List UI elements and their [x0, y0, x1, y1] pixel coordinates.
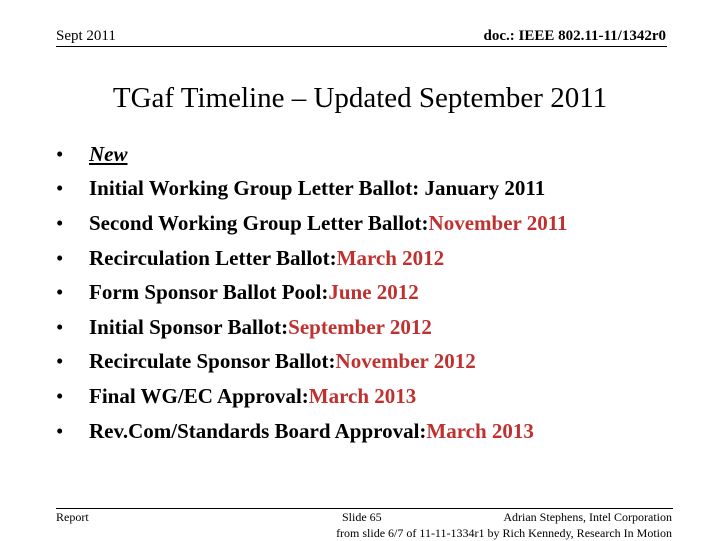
item-label: Second Working Group Letter Ballot: — [89, 210, 429, 235]
list-item — [56, 275, 568, 310]
item-date: September 2012 — [288, 314, 432, 339]
item-label: Recirculation Letter Ballot: — [89, 245, 337, 270]
list-item — [56, 379, 568, 414]
footer-rule — [56, 508, 673, 509]
bullet-glyph: • — [56, 314, 64, 339]
footer-author: Adrian Stephens, Intel Corporation — [503, 510, 672, 524]
item-label: Recirculate Sponsor Ballot: — [89, 349, 336, 374]
item-label-new: New — [89, 141, 128, 166]
bullet-glyph: • — [56, 418, 64, 443]
header-rule — [56, 46, 667, 47]
header-date: Sept 2011 — [56, 28, 116, 44]
bullet-glyph: • — [56, 245, 64, 270]
item-date: November 2012 — [335, 349, 476, 374]
item-label: Initial Working Group Letter Ballot: January 2011 — [89, 176, 546, 201]
bullet-glyph: • — [56, 280, 64, 305]
list-item — [56, 241, 568, 276]
list-item — [56, 345, 568, 380]
bullet-glyph: • — [56, 210, 64, 235]
item-label: Initial Sponsor Ballot: — [89, 314, 289, 339]
list-item — [56, 414, 568, 449]
list-item — [56, 310, 568, 345]
footer-slide-number: Slide 65 — [342, 510, 382, 524]
bullet-glyph: • — [56, 383, 64, 408]
item-date: March 2012 — [336, 245, 445, 270]
list-item — [56, 137, 568, 172]
item-date: March 2013 — [426, 418, 534, 443]
list-item — [56, 172, 568, 207]
item-label: Rev.Com/Standards Board Approval: — [89, 418, 427, 443]
footer-source: from slide 6/7 of 11-11-1334r1 by Rich Kennedy, Research In Motion — [336, 526, 672, 540]
item-date: March 2013 — [308, 383, 417, 408]
item-label: Form Sponsor Ballot Pool: — [89, 280, 329, 305]
item-date: June 2012 — [328, 280, 419, 305]
item-date: November 2011 — [428, 210, 568, 235]
bullet-glyph: • — [56, 176, 64, 201]
timeline-list — [56, 137, 568, 448]
list-item — [56, 206, 568, 241]
slide-title: TGaf Timeline – Updated September 2011 — [112, 82, 608, 114]
item-label: Final WG/EC Approval: — [89, 383, 309, 408]
bullet-glyph: • — [56, 349, 64, 374]
header-doc-id: doc.: IEEE 802.11-11/1342r0 — [483, 28, 666, 44]
footer-report-label: Report — [56, 510, 89, 524]
bullet-glyph: • — [56, 141, 64, 166]
